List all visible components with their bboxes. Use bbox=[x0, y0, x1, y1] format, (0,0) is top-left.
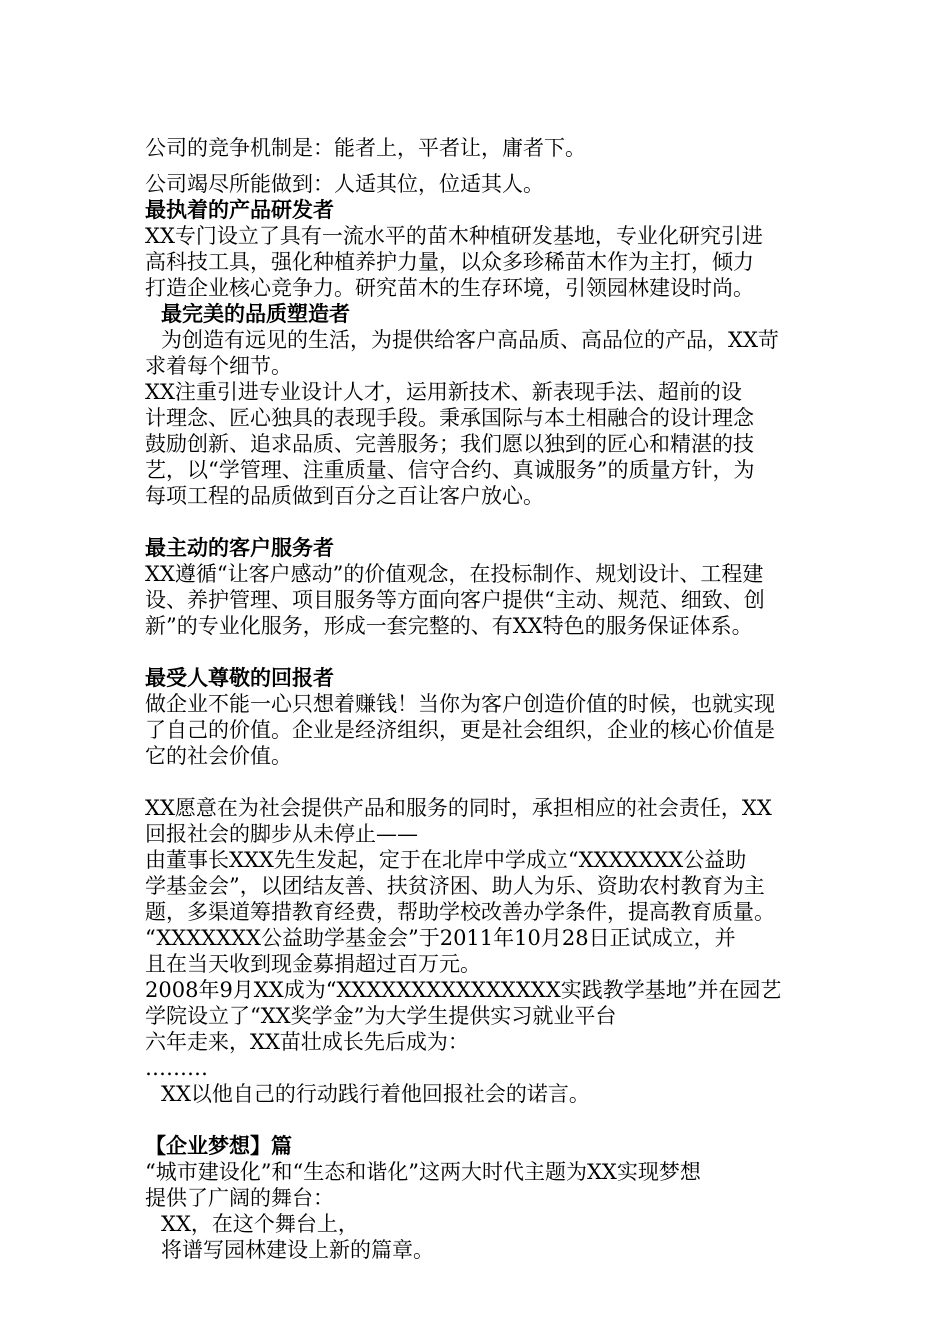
text-line: 学院设立了“XX奖学金”为大学生提供实习就业平台 bbox=[145, 1004, 617, 1028]
heading-rd: 最执着的产品研发者 bbox=[145, 197, 334, 222]
text-line: 做企业不能一心只想着赚钱！当你为客户创造价值的时候，也就实现 bbox=[145, 692, 775, 716]
document-page bbox=[145, 135, 810, 1263]
paragraph-competition: 公司的竞争机制是：能者上，平者让，庸者下。 bbox=[145, 136, 586, 160]
text-line: 且在当天收到现金募捐超过百万元。 bbox=[145, 952, 481, 976]
heading-respected: 最受人尊敬的回报者 bbox=[145, 665, 334, 690]
text-line: 打造企业核心竞争力。研究苗木的生存环境，引领园林建设时尚。 bbox=[145, 276, 754, 300]
text-line: XX愿意在为社会提供产品和服务的同时，承担相应的社会责任，XX bbox=[145, 796, 772, 820]
text-line: “城市建设化”和“生态和谐化”这两大时代主题为XX实现梦想 bbox=[145, 1160, 701, 1184]
text-line: 它的社会价值。 bbox=[145, 744, 292, 768]
text-line: 设、养护管理、项目服务等方面向客户提供“主动、规范、细致、创 bbox=[145, 588, 765, 612]
text-line: 鼓励创新、追求品质、完善服务；我们愿以独到的匠心和精湛的技 bbox=[145, 432, 754, 456]
text-line: 计理念、匠心独具的表现手段。秉承国际与本土相融合的设计理念 bbox=[145, 406, 754, 430]
text-line: XX以他自己的行动践行着他回报社会的诺言。 bbox=[161, 1082, 590, 1106]
text-line: 每项工程的品质做到百分之百让客户放心。 bbox=[145, 484, 544, 508]
text-line: “XXXXXXX公益助学基金会”于2011年10月28日正试成立，并 bbox=[145, 926, 736, 950]
text-line: 学基金会”，以团结友善、扶贫济困、助人为乐、资助农村教育为主 bbox=[145, 874, 765, 898]
paragraph-position: 公司竭尽所能做到：人适其位，位适其人。 bbox=[145, 172, 544, 196]
ellipsis-line: ……… bbox=[145, 1056, 208, 1080]
text-line: 了自己的价值。企业是经济组织，更是社会组织，企业的核心价值是 bbox=[145, 718, 775, 742]
text-line: 提供了广阔的舞台： bbox=[145, 1186, 334, 1210]
heading-dream: 【企业梦想】篇 bbox=[145, 1133, 292, 1158]
text-line: 艺，以“学管理、注重质量、信守合约、真诚服务”的质量方针，为 bbox=[145, 458, 755, 482]
text-line: 高科技工具，强化种植养护力量，以众多珍稀苗木作为主打，倾力 bbox=[145, 250, 754, 274]
text-line: XX遵循“让客户感动”的价值观念，在投标制作、规划设计、工程建 bbox=[145, 562, 764, 586]
text-line: 由董事长XXX先生发起，定于在北岸中学成立“XXXXXXX公益助 bbox=[145, 848, 747, 872]
text-line: 题，多渠道筹措教育经费，帮助学校改善办学条件，提高教育质量。 bbox=[145, 900, 775, 924]
text-line: 2008年9月XX成为“XXXXXXXXXXXXXXX实践教学基地”并在园艺 bbox=[145, 978, 782, 1002]
text-line: 为创造有远见的生活，为提供给客户高品质、高品位的产品，XX苛 bbox=[161, 328, 779, 352]
heading-service: 最主动的客户服务者 bbox=[145, 535, 334, 560]
text-line: XX，在这个舞台上， bbox=[161, 1212, 359, 1236]
text-line: 回报社会的脚步从未停止—— bbox=[145, 822, 418, 846]
text-line: XX专门设立了具有一流水平的苗木种植研发基地，专业化研究引进 bbox=[145, 224, 763, 248]
text-line: 六年走来，XX苗壮成长先后成为： bbox=[145, 1030, 469, 1054]
text-line: 求着每个细节。 bbox=[145, 354, 292, 378]
text-line: 将谱写园林建设上新的篇章。 bbox=[161, 1238, 434, 1262]
heading-quality: 最完美的品质塑造者 bbox=[161, 301, 350, 326]
text-line: 新”的专业化服务，形成一套完整的、有XX特色的服务保证体系。 bbox=[145, 614, 753, 638]
text-line: XX注重引进专业设计人才，运用新技术、新表现手法、超前的设 bbox=[145, 380, 742, 404]
